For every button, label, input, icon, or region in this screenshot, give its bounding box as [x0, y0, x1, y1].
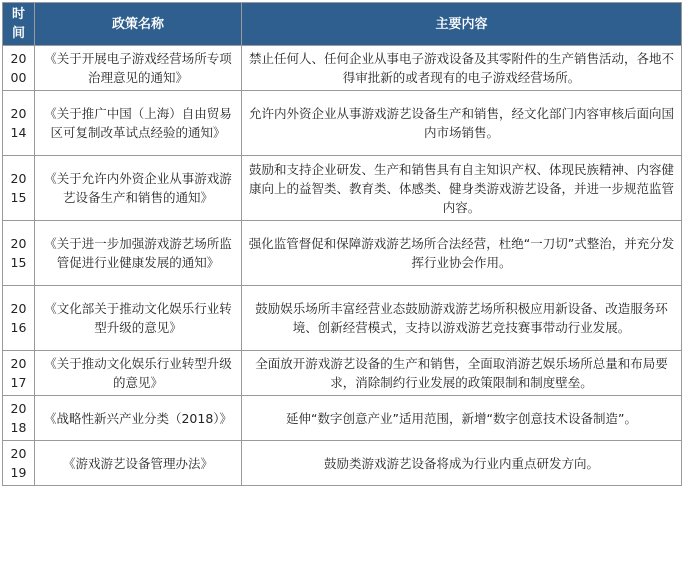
policy-content-cell [242, 441, 682, 486]
header-row [3, 3, 682, 46]
policy-content-text: 延伸“数字创意产业”适用范围，新增“数字创意技术设备制造”。 [286, 410, 637, 426]
year-cell [3, 221, 35, 286]
policy-name-text: 《战略性新兴产业分类（2018）》 [43, 410, 233, 426]
policy-content-cell [242, 221, 682, 286]
table-row [3, 441, 682, 486]
policy-content-cell [242, 156, 682, 221]
table-row [3, 351, 682, 396]
year-cell [3, 396, 35, 441]
year-text: 20 14 [10, 106, 27, 140]
policy-content-cell [242, 91, 682, 156]
table-row [3, 156, 682, 221]
year-cell [3, 91, 35, 156]
policy-name-cell [35, 46, 242, 91]
policy-name-cell [35, 91, 242, 156]
policy-content-cell [242, 286, 682, 351]
year-cell [3, 351, 35, 396]
policy-content-text: 鼓励和支持企业研发、生产和销售具有自主知识产权、体现民族精神、内容健康向上的益智类、教育类、体感类、健身类游戏游艺设备，并进一步规范监管内容。 [248, 161, 674, 215]
policy-content-text: 禁止任何人、任何企业从事电子游戏设备及其零附件的生产销售活动，各地不得审批新的或者现有的电子游戏经营场所。 [248, 51, 674, 85]
policy-content-cell [242, 351, 682, 396]
year-text: 20 18 [10, 401, 27, 435]
year-text: 20 15 [10, 171, 27, 205]
policy-name-cell [35, 156, 242, 221]
year-cell [3, 156, 35, 221]
policy-name-text: 《关于开展电子游戏经营场所专项治理意见的通知》 [44, 51, 232, 85]
table-row [3, 221, 682, 286]
policy-name-cell [35, 396, 242, 441]
table-row [3, 286, 682, 351]
table-row [3, 396, 682, 441]
policy-name-cell [35, 441, 242, 486]
policy-name-cell [35, 286, 242, 351]
header-year-label: 时 间 [11, 7, 25, 41]
year-text: 20 00 [10, 51, 27, 85]
year-text: 20 16 [10, 301, 27, 335]
policy-name-cell [35, 351, 242, 396]
table-row [3, 46, 682, 91]
policy-content-text: 鼓励类游戏游艺设备将成为行业内重点研发方向。 [323, 455, 599, 471]
policy-content-text: 强化监管督促和保障游戏游艺场所合法经营，杜绝“一刀切”式整治，并充分发挥行业协会作用。 [248, 236, 675, 270]
policy-table [2, 2, 682, 486]
year-text: 20 17 [10, 356, 27, 390]
policy-content-cell [242, 396, 682, 441]
policy-name-text: 《游戏游艺设备管理办法》 [62, 455, 213, 471]
table-row [3, 91, 682, 156]
year-cell [3, 46, 35, 91]
header-name-label: 政策名称 [111, 16, 164, 32]
policy-content-cell [242, 46, 682, 91]
year-cell [3, 441, 35, 486]
year-cell [3, 286, 35, 351]
policy-content-text: 全面放开游戏游艺设备的生产和销售，全面取消游艺娱乐场所总量和布局要求，消除制约行业发展的政策限制和制度壁垒。 [255, 356, 668, 390]
policy-name-text: 《关于推动文化娱乐行业转型升级的意见》 [44, 356, 232, 390]
policy-content-text: 允许内外资企业从事游戏游艺设备生产和销售，经文化部门内容审核后面向国内市场销售。 [248, 106, 674, 140]
year-text: 20 15 [10, 236, 27, 270]
policy-name-text: 《关于推广中国（上海）自由贸易区可复制改革试点经验的通知》 [44, 106, 232, 140]
header-name [35, 3, 242, 46]
year-text: 20 19 [10, 446, 27, 480]
policy-content-text: 鼓励娱乐场所丰富经营业态鼓励游戏游艺场所积极应用新设备、改造服务环境、创新经营模式，支持以游戏游艺竞技赛事带动行业发展。 [255, 301, 668, 335]
policy-name-text: 《关于进一步加强游戏游艺场所监管促进行业健康发展的通知》 [44, 236, 232, 270]
policy-name-text: 《文化部关于推动文化娱乐行业转型升级的意见》 [44, 301, 232, 335]
policy-name-text: 《关于允许内外资企业从事游戏游艺设备生产和销售的通知》 [44, 171, 232, 205]
policy-name-cell [35, 221, 242, 286]
header-content [242, 3, 682, 46]
header-year [3, 3, 35, 46]
header-content-label: 主要内容 [435, 16, 488, 32]
